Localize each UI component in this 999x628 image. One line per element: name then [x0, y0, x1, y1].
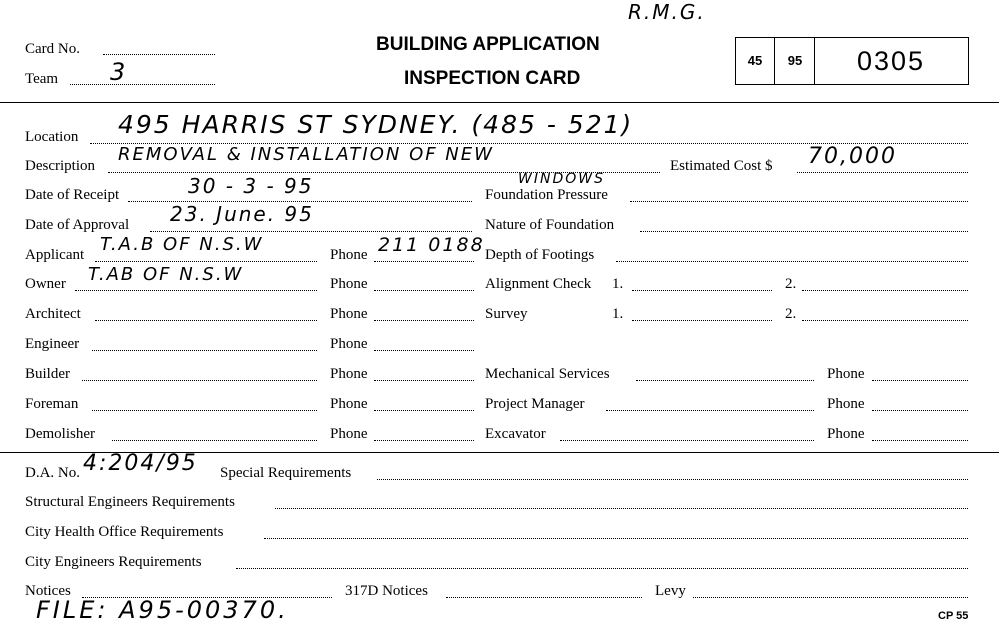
foreman-phone-label: Phone	[330, 396, 368, 412]
architect-label: Architect	[25, 306, 81, 322]
special-requirements-label: Special Requirements	[220, 465, 352, 481]
city-engineers-field[interactable]	[236, 568, 968, 569]
project-manager-phone-field[interactable]	[872, 410, 968, 411]
excavator-field[interactable]	[560, 440, 814, 441]
estimated-cost-field[interactable]	[797, 172, 968, 173]
excavator-label: Excavator	[485, 426, 546, 442]
architect-phone-label: Phone	[330, 306, 368, 322]
builder-phone-field[interactable]	[374, 380, 474, 381]
team-value: 3	[110, 58, 128, 86]
depth-of-footings-label: Depth of Footings	[485, 247, 595, 263]
date-of-receipt-value: 30 - 3 - 95	[188, 174, 314, 198]
date-of-approval-field[interactable]	[150, 231, 472, 232]
location-value: 495 HARRIS ST SYDNEY. (485 - 521)	[118, 110, 634, 139]
estimated-cost-value: 70,000	[808, 144, 897, 169]
demolisher-phone-label: Phone	[330, 426, 368, 442]
card-no-label: Card No.	[25, 41, 80, 57]
mechanical-services-field[interactable]	[636, 380, 814, 381]
owner-phone-label: Phone	[330, 276, 368, 292]
project-manager-label: Project Manager	[485, 396, 585, 412]
notices-label: Notices	[25, 583, 71, 599]
engineer-phone-field[interactable]	[374, 350, 474, 351]
form-code: CP 55	[938, 610, 969, 622]
notices-317d-label: 317D Notices	[345, 583, 428, 599]
engineer-label: Engineer	[25, 336, 80, 352]
code-box-cell-2: 95	[776, 38, 815, 84]
demolisher-field[interactable]	[112, 440, 317, 441]
builder-phone-label: Phone	[330, 366, 368, 382]
city-health-office-field[interactable]	[264, 538, 968, 539]
levy-label: Levy	[655, 583, 686, 599]
owner-field[interactable]	[75, 290, 317, 291]
foreman-phone-field[interactable]	[374, 410, 474, 411]
code-box-cell-1: 45	[736, 38, 775, 84]
engineer-phone-label: Phone	[330, 336, 368, 352]
da-no-label: D.A. No.	[25, 465, 80, 481]
survey-field-2[interactable]	[802, 320, 968, 321]
initials-handwritten: R.M.G.	[628, 0, 706, 24]
city-health-office-label: City Health Office Requirements	[25, 524, 224, 540]
project-manager-field[interactable]	[606, 410, 814, 411]
foreman-label: Foreman	[25, 396, 79, 412]
city-engineers-label: City Engineers Requirements	[25, 554, 202, 570]
applicant-value: T.A.B OF N.S.W	[100, 234, 264, 255]
da-no-value: 4:204/95	[83, 451, 198, 476]
applicant-phone-value: 211 0188	[378, 234, 485, 256]
alignment-check-label: Alignment Check	[485, 276, 592, 292]
owner-value: T.AB OF N.S.W	[88, 264, 244, 285]
card-no-field[interactable]	[103, 54, 215, 55]
engineer-field[interactable]	[92, 350, 317, 351]
demolisher-label: Demolisher	[25, 426, 95, 442]
structural-engineers-field[interactable]	[275, 508, 968, 509]
special-requirements-field[interactable]	[377, 479, 968, 480]
team-field[interactable]	[70, 84, 215, 85]
form-title-line1: BUILDING APPLICATION	[376, 34, 600, 55]
owner-phone-field[interactable]	[374, 290, 474, 291]
applicant-phone-field[interactable]	[374, 261, 474, 262]
levy-field[interactable]	[693, 597, 968, 598]
alignment-check-num-2: 2.	[785, 276, 797, 292]
survey-num-2: 2.	[785, 306, 797, 322]
architect-phone-field[interactable]	[374, 320, 474, 321]
description-label: Description	[25, 158, 95, 174]
header-divider	[0, 102, 999, 103]
alignment-check-field-1[interactable]	[632, 290, 772, 291]
excavator-phone-field[interactable]	[872, 440, 968, 441]
nature-of-foundation-label: Nature of Foundation	[485, 217, 615, 233]
nature-of-foundation-field[interactable]	[640, 231, 968, 232]
applicant-label: Applicant	[25, 247, 85, 263]
applicant-phone-label: Phone	[330, 247, 368, 263]
mechanical-services-phone-field[interactable]	[872, 380, 968, 381]
mechanical-services-label: Mechanical Services	[485, 366, 610, 382]
applicant-field[interactable]	[95, 261, 317, 262]
date-of-receipt-label: Date of Receipt	[25, 187, 120, 203]
architect-field[interactable]	[95, 320, 317, 321]
alignment-check-num-1: 1.	[612, 276, 624, 292]
depth-of-footings-field[interactable]	[616, 261, 968, 262]
survey-num-1: 1.	[612, 306, 624, 322]
foundation-pressure-field[interactable]	[630, 201, 968, 202]
code-box-number: 0305	[856, 46, 926, 76]
estimated-cost-label: Estimated Cost $	[670, 158, 773, 174]
structural-engineers-label: Structural Engineers Requirements	[25, 494, 235, 510]
builder-field[interactable]	[82, 380, 317, 381]
survey-label: Survey	[485, 306, 528, 322]
file-number-handwritten: FILE: A95-00370.	[36, 596, 289, 624]
alignment-check-field-2[interactable]	[802, 290, 968, 291]
description-value-continued: WINDOWS	[518, 171, 605, 187]
form-title-line2: INSPECTION CARD	[404, 68, 581, 89]
notices-317d-field[interactable]	[446, 597, 642, 598]
description-value: REMOVAL & INSTALLATION OF NEW	[118, 144, 494, 165]
excavator-phone-label: Phone	[827, 426, 865, 442]
mechanical-services-phone-label: Phone	[827, 366, 865, 382]
date-of-approval-label: Date of Approval	[25, 217, 130, 233]
demolisher-phone-field[interactable]	[374, 440, 474, 441]
code-box	[735, 37, 969, 85]
date-of-approval-value: 23. June. 95	[170, 202, 314, 226]
project-manager-phone-label: Phone	[827, 396, 865, 412]
survey-field-1[interactable]	[632, 320, 772, 321]
foreman-field[interactable]	[92, 410, 317, 411]
foundation-pressure-label: Foundation Pressure	[485, 187, 608, 203]
team-label: Team	[25, 71, 59, 87]
owner-label: Owner	[25, 276, 66, 292]
location-label: Location	[25, 129, 79, 145]
builder-label: Builder	[25, 366, 70, 382]
